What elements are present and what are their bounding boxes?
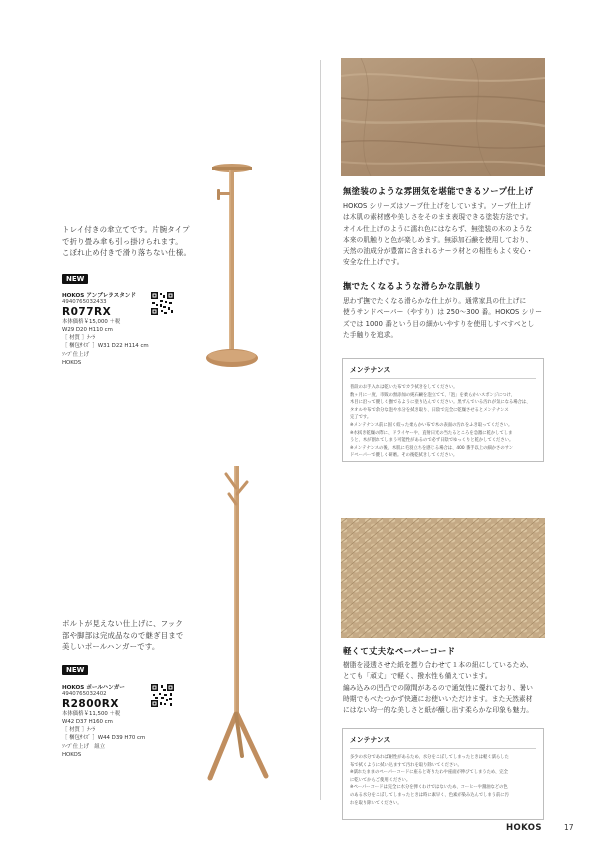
soap-finish-title: 無塗装のような雰囲気を堪能できるソープ仕上げ (343, 186, 534, 196)
footer-brand: HOKOS (506, 823, 542, 833)
soap-finish-body: HOKOS シリーズはソープ仕上げをしています。ソープ仕上げ は木肌の素材感や美しさをそのまま表現できる塗装方法です。 オイル仕上げのように濡れ色にはならず、無塗装の木のような 本来の肌触りと色が楽しめます。無添加石鹸を使用しており、 天然の油成分が豊富に含まれるナーラ材との相性もよく安心・ 安全な仕上げです。 (343, 202, 534, 267)
maintenance-title: メンテナンス (350, 364, 536, 379)
product-code: R077RX (62, 306, 112, 318)
product-code: R2800RX (62, 698, 119, 710)
product-jan-code: 4940765032433 (62, 299, 107, 305)
maintenance-body: 多少の水分であれば耐性があるため、水分をこぼしてしまったときは軽く濡らした 布で拭くように拭い込ますて汚れを取り除いてください。 ※濡れたままのペーパーコードに座ると寄りたわや座面が伸びてしまうため、完全 に乾いてからご使用ください。 ※ペーパーコードは完全に水分を弾くわけではないため、コーヒーや醤油などの色 のある水分をこぼしてしまったときは時に素早く、色素が染み込んでしまう前に汚 れを取り除いてください。 (350, 755, 509, 806)
new-badge: NEW (62, 274, 88, 284)
page-number: 17 (564, 823, 574, 832)
smooth-touch-title: 撫でたくなるような滑らかな肌触り (343, 281, 482, 291)
paper-cord-body: 樹脂を浸透させた紙を撚り合わせて１本の紐にしているため、 とても「頑丈」で軽く、撥水性も備えています。 編み込みの凹凸での隙間があるので通気性に優れており、暑い 時期でもべたつかず快適にお使いいただけます。また天然素材 にはない均一的な美しさと紙が醸し出す柔らかな印象も魅力。 (343, 661, 534, 715)
new-badge: NEW (62, 665, 88, 675)
qr-code-icon[interactable] (150, 291, 175, 316)
smooth-touch-body: 思わず撫でたくなる滑らかな仕上がり。通常家具の仕上げに 使うサンドペーパー（やすり）は 250～300 番。HOKOS シリー ズでは 1000 番という目の細かいやすりを使用しすべすべとし た手触りを追求。 (343, 297, 542, 339)
paper-cord-title: 軽くて丈夫なペーパーコード (343, 646, 456, 656)
product-name: HOKOS ポールハンガー (62, 685, 125, 691)
wood-texture-photo (341, 58, 545, 176)
maintenance-box (342, 728, 544, 820)
product-description: トレイ付きの傘立てです。片腕タイプ で折り畳み傘も引っ掛けられます。 こぼれ止め付きで滑り落ちない仕様。 (62, 225, 192, 257)
product-price: 本体価格￥11,500 ＋税 (62, 711, 121, 717)
product-specs: W29 D20 H110 cm ［ 材質 ］ﾅｰﾗ ［ 梱包ｻｲｽﾞ ］W31 D22 H114 cm ｿｰﾌﾟ仕上げ HOKOS (62, 327, 149, 366)
paper-cord-photo (341, 518, 545, 638)
product-price: 本体価格￥15,000 ＋税 (62, 319, 121, 325)
pole-hanger-image (188, 460, 288, 790)
product-specs: W42 D37 H160 cm ［ 材質 ］ﾅｰﾗ ［ 梱包ｻｲｽﾞ ］W44 D39 H70 cm ｿｰﾌﾟ仕上げ 組立 HOKOS (62, 719, 146, 758)
maintenance-body: 普段のお手入れは乾いた布でカラ拭きをしてください。 数ヶ月に一度、市販の無添加の純石鹸を泡立てて、「泡」を柔らかいスポンジにつけ、 木目に沿って優しく撫でるように塗り込んでください。黒ずんでいる汚れが気になる場合は、 タオルや布で余分な泡や水分を拭き取り、日陰で完全に乾燥させるとメンテナンス 完了です。 ※メンテナンス前に固く絞った柔らかい布で木の表面の汚れをふき取ってください。 ※水拭き乾燥の際に、ドライヤーや、直射日光の当たるところを急激に乾かしてしま うと、木が割れてしまう可能性があるので必ず日陰でゆっくりと乾かしてください。 ※メンテナンスの後、木肌に毛羽立ちを感じる場合は、400 番手以上の細かさのサン ドペーパーで優しく研磨。その後乾拭きしてください。 (350, 385, 531, 459)
qr-code-icon[interactable] (150, 683, 175, 708)
product-name: HOKOS アンブレラスタンド (62, 293, 136, 299)
umbrella-stand-image (200, 158, 270, 373)
maintenance-box (342, 358, 544, 462)
column-divider (320, 60, 321, 800)
product-description: ボルトが見えない仕上げに、フック 部や脚部は完成品なので継ぎ目まで 美しいポールハンガーです。 (62, 619, 184, 651)
product-jan-code: 4940765032402 (62, 691, 107, 697)
maintenance-title: メンテナンス (350, 734, 536, 749)
